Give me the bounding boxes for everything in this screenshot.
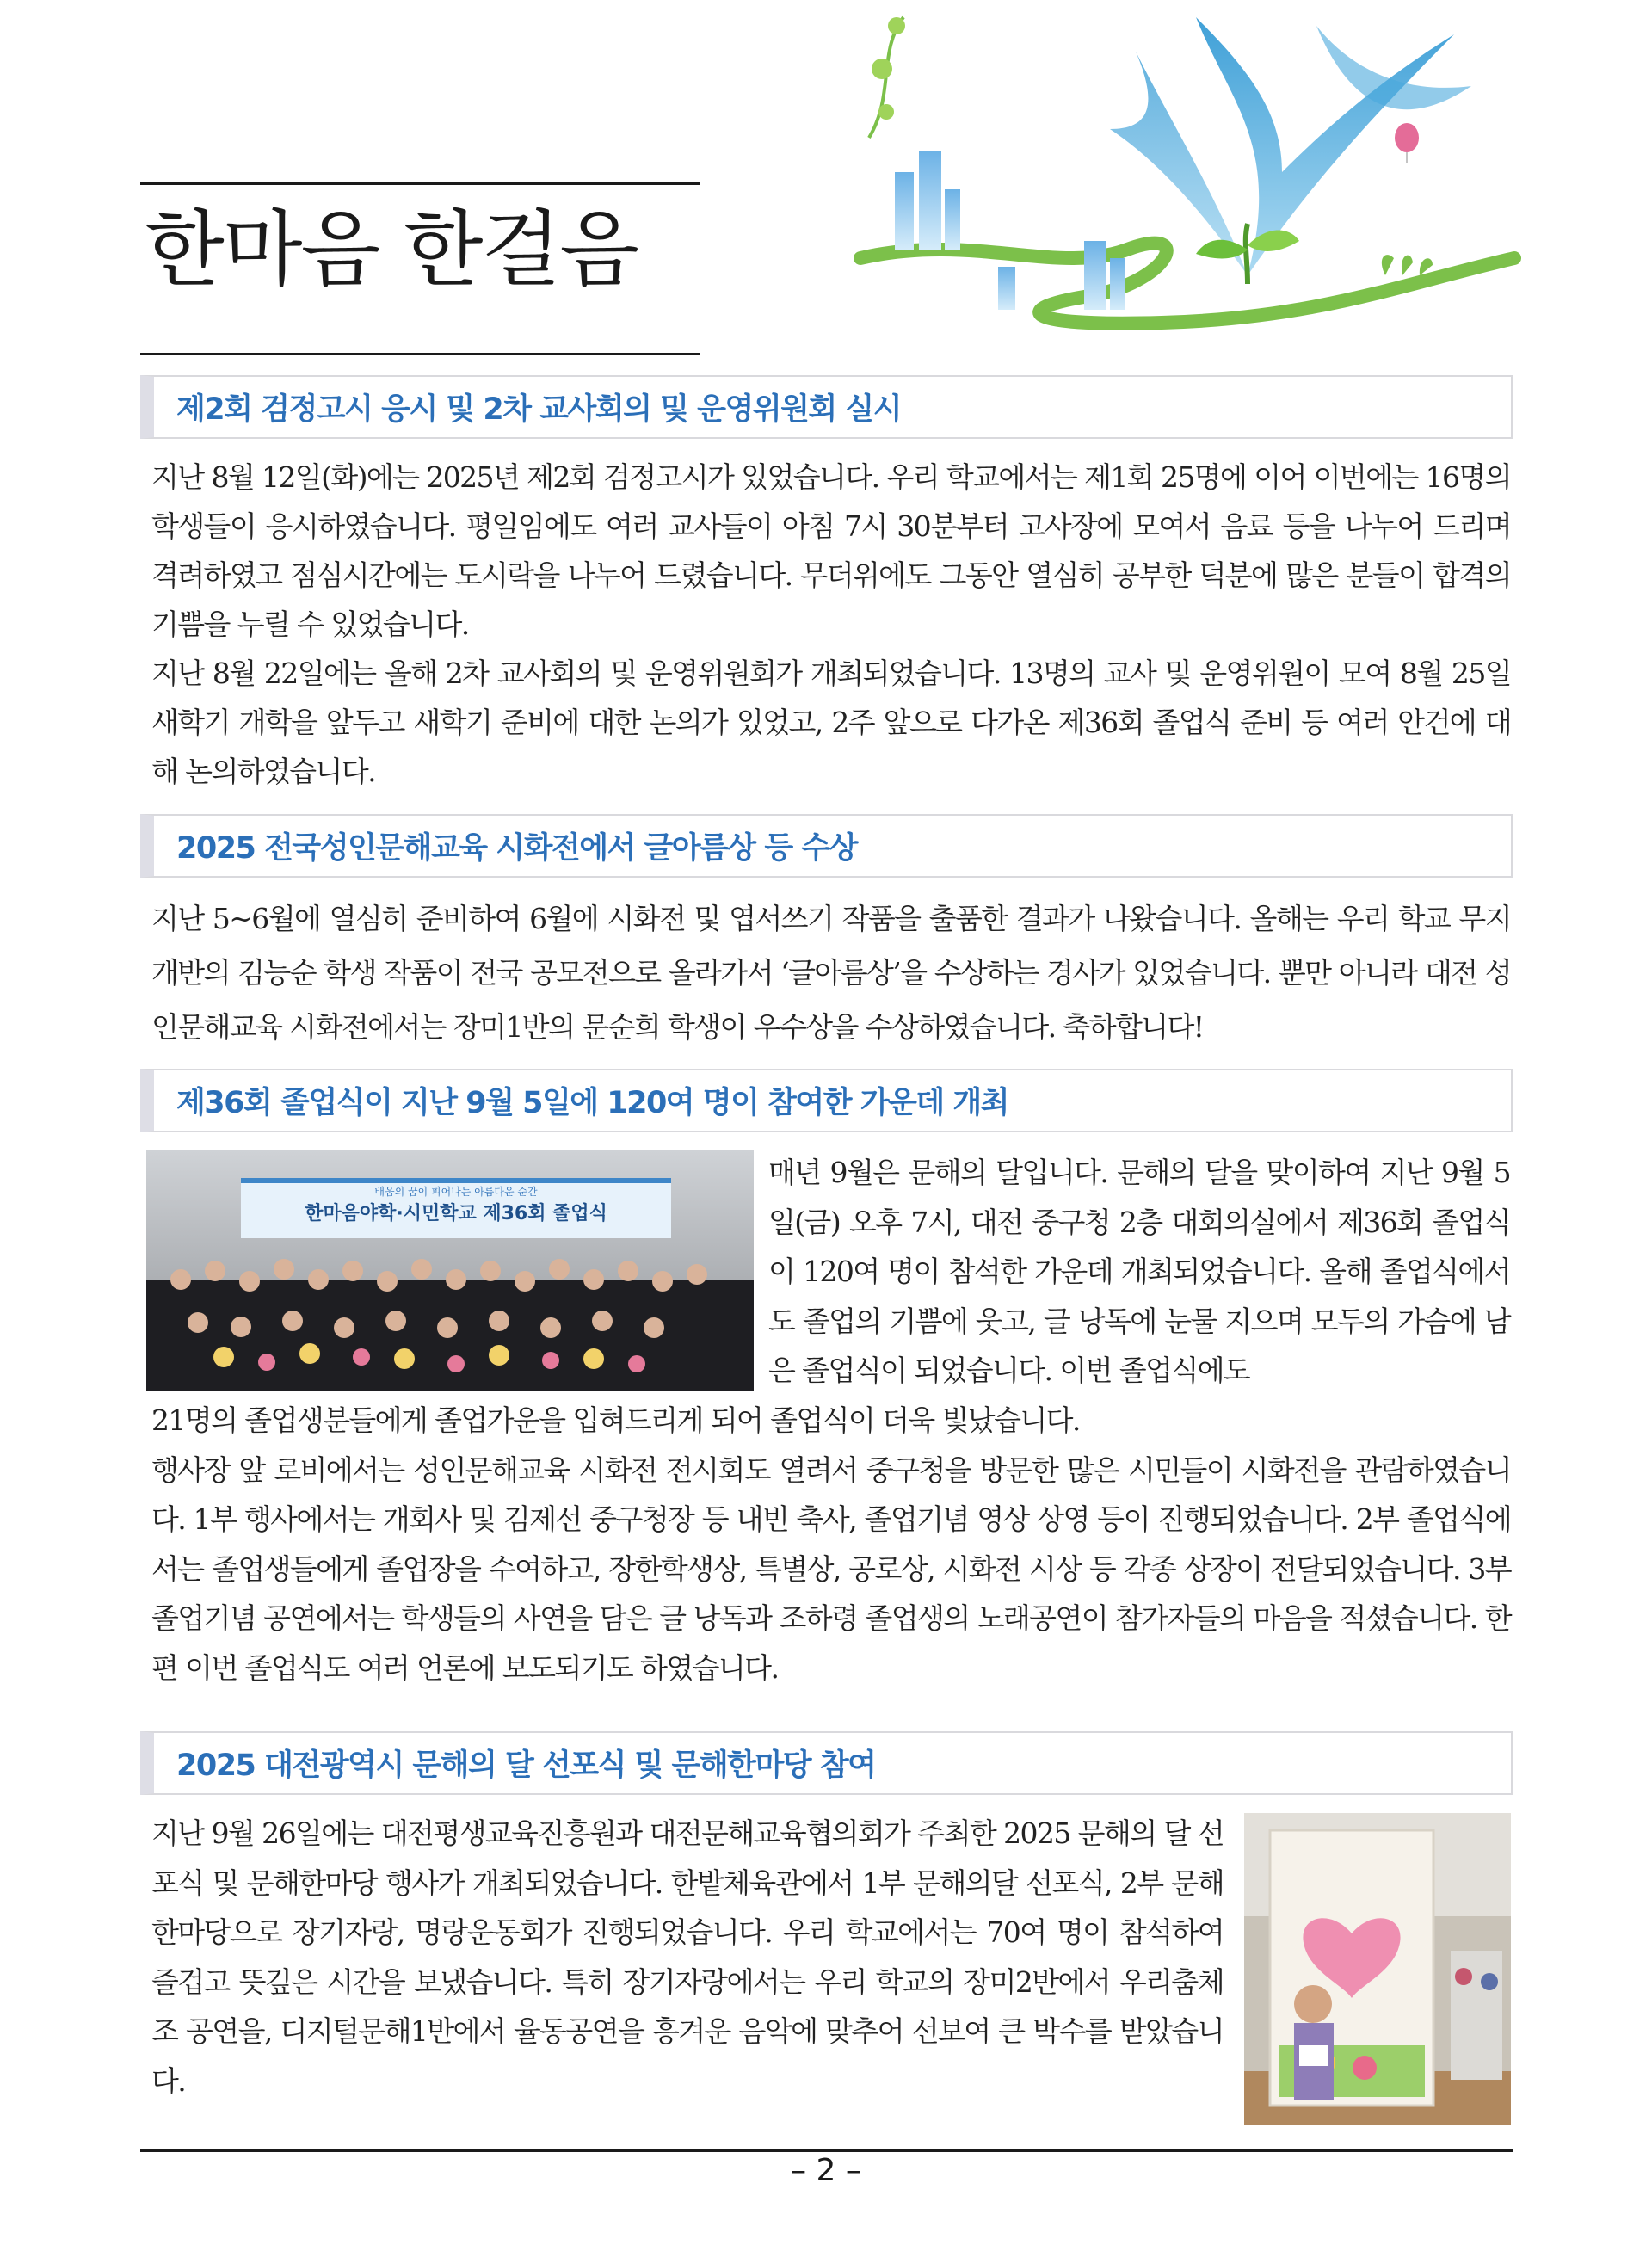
section-4-heading-box xyxy=(140,1731,1513,1795)
section-3-heading: 제36회 졸업식이 지난 9월 5일에 120여 명이 참여한 가운데 개최 xyxy=(176,1086,1008,1120)
header-top-rule xyxy=(140,182,700,185)
page-title: 한마음 한걸음 xyxy=(145,201,638,298)
section-3-body xyxy=(151,1396,1511,1693)
page-number: – 2 – xyxy=(791,2153,861,2188)
section-4-heading: 2025 대전광역시 문해의 달 선포식 및 문해한마당 참여 xyxy=(176,1748,876,1783)
section-3-intro xyxy=(768,1148,1510,1396)
photo-banner-title: 한마음야학·시민학교 제36회 졸업식 xyxy=(305,1203,607,1224)
section-4-paragraph-1: 지난 9월 26일에는 대전평생교육진흥원과 대전문해교육협의회가 주최한 2025 문해의 달 선포식 및 문해한마당 행사가 개최되었습니다. 한밭체육관에서 1부 문해의달 선포식, 2부 문해한마당으로 장기자랑, 명랑운동회가 진행되었습니다. 우리 학교에서는 70여 명이 참석하여 즐겁고 뜻깊은 시간을 보냈습니다. 특히 장기자랑에서는 우리 학교의 장미2반에서 우리춤체조 공연을, 디지털문해1반에서 율동공연을 흥겨운 음악에 맞추어 선보여 큰 박수를 받았습니다. xyxy=(151,1816,1224,2098)
section-1-paragraph-1: 지난 8월 12일(화)에는 2025년 제2회 검정고시가 있었습니다. 우리 학교에서는 제1회 25명에 이어 이번에는 16명의 학생들이 응시하였습니다. 평일임에도 여러 교사들이 아침 7시 30분부터 고사장에 모여서 음료 등을 나누어 드리며 격려하였고 점심시간에는 도시락을 나누어 드렸습니다. 무더위에도 그동안 열심히 공부한 덕분에 많은 분들이 합격의 기쁨을 누릴 수 있었습니다. xyxy=(151,460,1511,641)
graduation-photo xyxy=(146,1150,754,1391)
section-3-intro-text: 매년 9월은 문해의 달입니다. 문해의 달을 맞이하여 지난 9월 5일(금) 오후 7시, 대전 중구청 2층 대회의실에서 제36회 졸업식이 120여 명이 참석한 가운데 개최되었습니다. 올해 졸업식에서도 졸업의 기쁨에 웃고, 글 낭독에 눈물 지으며 모두의 가슴에 남은 졸업식이 되었습니다. 이번 졸업식에도 xyxy=(768,1156,1510,1387)
header-illustration xyxy=(800,0,1532,344)
photo-banner-subtitle: 배움의 꿈이 피어나는 아름다운 순간 xyxy=(374,1186,538,1198)
section-2-body xyxy=(151,891,1511,1054)
section-2-heading: 2025 전국성인문해교육 시화전에서 글아름상 등 수상 xyxy=(176,831,858,866)
festival-photo xyxy=(1244,1813,1511,2125)
section-2-paragraph-1: 지난 5~6월에 열심히 준비하여 6월에 시화전 및 엽서쓰기 작품을 출품한 결과가 나왔습니다. 올해는 우리 학교 무지개반의 김능순 학생 작품이 전국 공모전으로 올라가서 ‘글아름상’을 수상하는 경사가 있었습니다. 뿐만 아니라 대전 성인문해교육 시화전에서는 장미1반의 문순희 학생이 우수상을 수상하였습니다. 축하합니다! xyxy=(151,902,1511,1044)
section-4-body xyxy=(151,1809,1224,2106)
footer-rule xyxy=(140,2149,1513,2152)
section-3-paragraph-1: 행사장 앞 로비에서는 성인문해교육 시화전 전시회도 열려서 중구청을 방문한 많은 시민들이 시화전을 관람하였습니다. 1부 행사에서는 개회사 및 김제선 중구청장 등 내빈 축사, 졸업기념 영상 상영 등이 진행되었습니다. 2부 졸업식에서는 졸업생들에게 졸업장을 수여하고, 장한학생상, 특별상, 공로상, 시화전 시상 등 각종 상장이 전달되었습니다. 3부 졸업기념 공연에서는 학생들의 사연을 담은 글 낭독과 조하령 졸업생의 노래공연이 참가자들의 마음을 적셨습니다. 한편 이번 졸업식도 여러 언론에 보도되기도 하였습니다. xyxy=(151,1452,1511,1685)
section-1-body xyxy=(151,453,1511,796)
header-bottom-rule xyxy=(140,353,700,355)
section-1-heading-box xyxy=(140,375,1513,439)
section-1-paragraph-2: 지난 8월 22일에는 올해 2차 교사회의 및 운영위원회가 개최되었습니다. 13명의 교사 및 운영위원이 모여 8월 25일 새학기 개학을 앞두고 새학기 준비에 대한 논의가 있었고, 2주 앞으로 다가온 제36회 졸업식 준비 등 여러 안건에 대해 논의하였습니다. xyxy=(151,657,1511,788)
section-3-continuation: 21명의 졸업생분들에게 졸업가운을 입혀드리게 되어 졸업식이 더욱 빛났습니다. xyxy=(151,1403,1080,1437)
section-1-heading: 제2회 검정고시 응시 및 2차 교사회의 및 운영위원회 실시 xyxy=(176,392,902,427)
section-3-heading-box xyxy=(140,1069,1513,1132)
section-2-heading-box xyxy=(140,814,1513,878)
